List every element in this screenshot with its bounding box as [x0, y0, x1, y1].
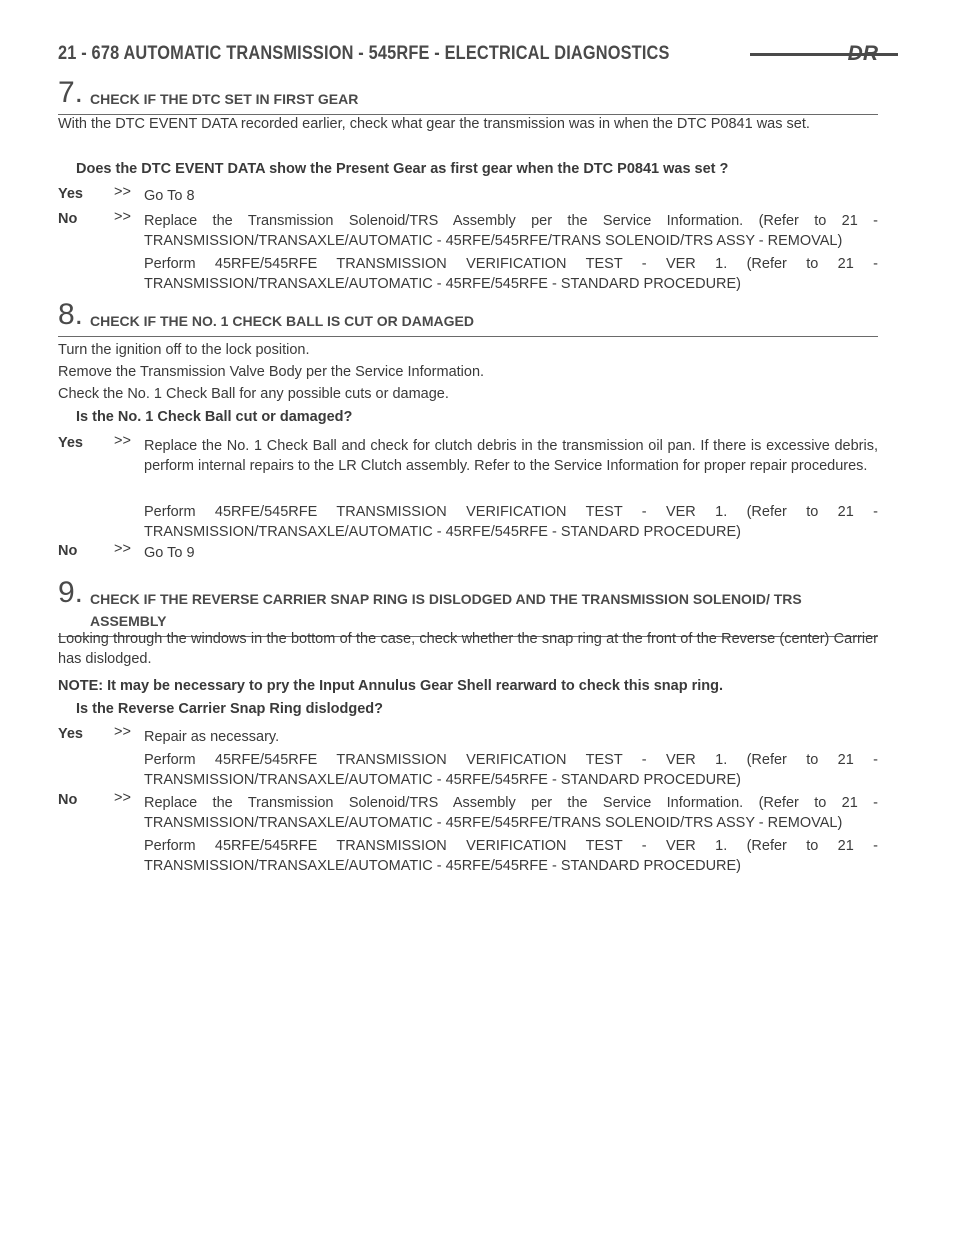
question: Is the Reverse Carrier Snap Ring dislodged?: [76, 701, 383, 717]
step-text: Perform 45RFE/545RFE TRANSMISSION VERIFICATION TEST - VER 1. (Refer to 21 - TRANSMISSION/TRANSAXLE/AUTOMATIC - 45RFE/545RFE - STANDARD PROCEDURE): [144, 838, 878, 874]
header-title: 21 - 678 AUTOMATIC TRANSMISSION - 545RFE - ELECTRICAL DIAGNOSTICS: [58, 43, 670, 64]
paragraph: Looking through the windows in the bottom of the case, check whether the snap ring at the front of the Reverse (center) Carrier has dislodged.: [58, 631, 878, 667]
step-text: Go To 9: [144, 545, 195, 561]
step-text: Perform 45RFE/545RFE TRANSMISSION VERIFICATION TEST - VER 1. (Refer to 21 - TRANSMISSION/TRANSAXLE/AUTOMATIC - 45RFE/545RFE - STANDARD PROCEDURE): [144, 504, 878, 540]
step-text: Replace the Transmission Solenoid/TRS Assembly per the Service Information. (Refer to 21 - TRANSMISSION/TRANSAXLE/AUTOMATIC - 45RFE/545RFE/TRANS SOLENOID/TRS ASSY - REMOVAL): [144, 213, 878, 249]
section-8-heading: [58, 298, 878, 337]
paragraph: Turn the ignition off to the lock position.: [58, 342, 310, 358]
arrow-marker: >>: [114, 209, 131, 225]
header-code: DR: [847, 42, 878, 65]
section-number: 7.: [58, 76, 84, 109]
section-title: CHECK IF THE NO. 1 CHECK BALL IS CUT OR DAMAGED: [90, 313, 474, 329]
arrow-marker: >>: [114, 790, 131, 806]
arrow-marker: >>: [114, 541, 131, 557]
arrow-marker: >>: [114, 433, 131, 449]
step-text: Perform 45RFE/545RFE TRANSMISSION VERIFICATION TEST - VER 1. (Refer to 21 - TRANSMISSION/TRANSAXLE/AUTOMATIC - 45RFE/545RFE - STANDARD PROCEDURE): [144, 752, 878, 788]
step-text: Go To 8: [144, 188, 195, 204]
note: NOTE: It may be necessary to pry the Input Annulus Gear Shell rearward to check this snap ring.: [58, 678, 724, 694]
no-label: No: [58, 543, 78, 559]
section-title: CHECK IF THE REVERSE CARRIER SNAP RING IS DISLODGED AND THE TRANSMISSION SOLENOID/ TRS ASSEMBLY: [90, 591, 802, 629]
paragraph: Check the No. 1 Check Ball for any possible cuts or damage.: [58, 386, 449, 402]
question: Is the No. 1 Check Ball cut or damaged?: [76, 409, 353, 425]
section-number: 9.: [58, 576, 84, 609]
paragraph: With the DTC EVENT DATA recorded earlier, check what gear the transmission was in when the DTC P0841 was set.: [58, 116, 810, 132]
yes-label: Yes: [58, 435, 83, 451]
step-text: Replace the Transmission Solenoid/TRS Assembly per the Service Information. (Refer to 21 - TRANSMISSION/TRANSAXLE/AUTOMATIC - 45RFE/545RFE/TRANS SOLENOID/TRS ASSY - REMOVAL): [144, 795, 878, 831]
no-label: No: [58, 792, 78, 808]
arrow-marker: >>: [114, 184, 131, 200]
question: Does the DTC EVENT DATA show the Present Gear as first gear when the DTC P0841 was set ?: [76, 161, 729, 177]
yes-label: Yes: [58, 186, 83, 202]
yes-label: Yes: [58, 726, 83, 742]
step-text: Repair as necessary.: [144, 729, 280, 745]
section-title: CHECK IF THE DTC SET IN FIRST GEAR: [90, 91, 359, 107]
step-text: Perform 45RFE/545RFE TRANSMISSION VERIFICATION TEST - VER 1. (Refer to 21 - TRANSMISSION/TRANSAXLE/AUTOMATIC - 45RFE/545RFE - STANDARD PROCEDURE): [144, 256, 878, 292]
page-header: [58, 40, 878, 68]
arrow-marker: >>: [114, 724, 131, 740]
step-text: Replace the No. 1 Check Ball and check for clutch debris in the transmission oil pan. If there is excessive debris, perform internal repairs to the LR Clutch assembly. Refer to the Service Information for proper repair procedures.: [144, 438, 878, 474]
no-label: No: [58, 211, 78, 227]
section-7-heading: [58, 76, 878, 115]
section-number: 8.: [58, 298, 84, 331]
paragraph: Remove the Transmission Valve Body per the Service Information.: [58, 364, 485, 380]
